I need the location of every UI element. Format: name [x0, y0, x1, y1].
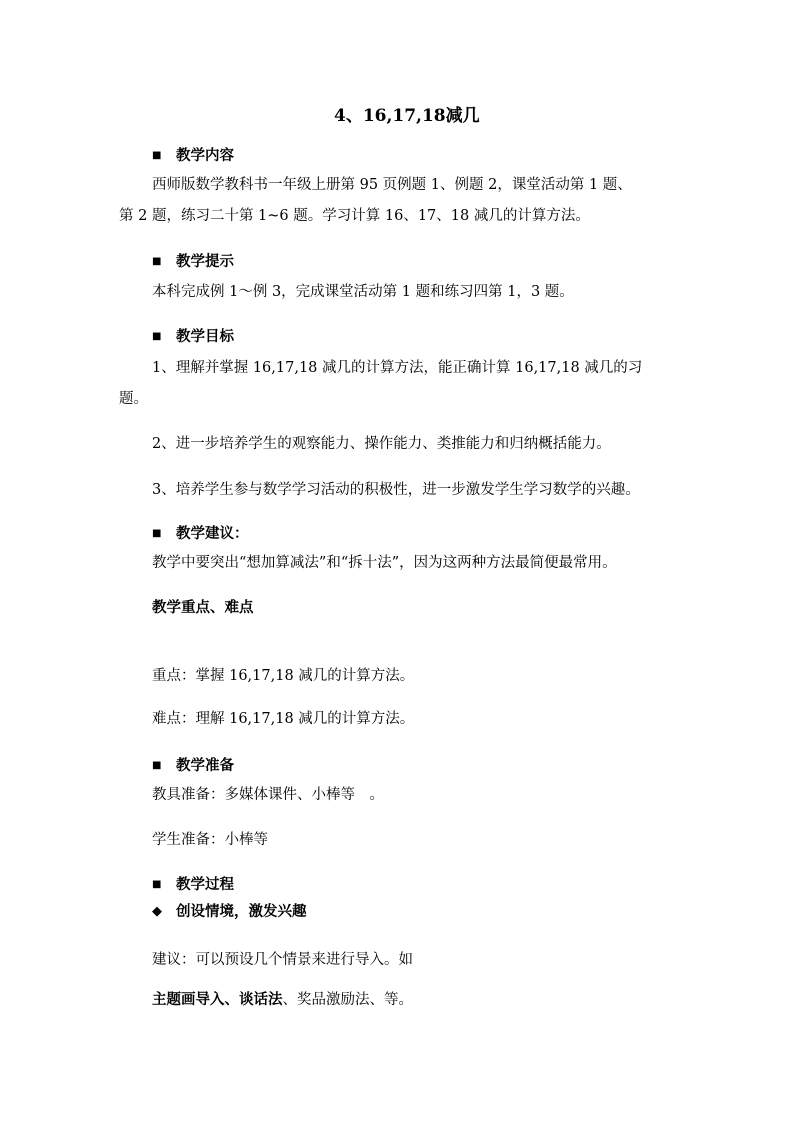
hint-heading: 教学提示 — [176, 253, 234, 270]
goals-heading: 教学目标 — [176, 328, 234, 345]
difficulty-text: 难点：理解 16,17,18 减几的计算方法。 — [152, 711, 415, 727]
key-points-heading: 教学重点、难点 — [152, 599, 254, 616]
square-bullet-icon: ■ — [152, 760, 162, 771]
page-title: 4、16,17,18减几 — [334, 106, 480, 126]
square-bullet-icon: ■ — [152, 150, 162, 161]
methods-rest: 、奖品激励法、等。 — [282, 992, 413, 1008]
methods-bold: 主题画导入、谈话法 — [152, 991, 283, 1008]
process-step-1: 创设情境，激发兴趣 — [176, 903, 307, 920]
content-text-line2: 第 2 题，练习二十第 1~6 题。学习计算 16、17、18 减几的计算方法。 — [119, 208, 590, 224]
suggestion-text: 建议：可以预设几个情景来进行导入。如 — [152, 952, 413, 968]
advice-heading: 教学建议： — [176, 525, 249, 542]
teacher-prep-text: 教具准备：多媒体课件、小棒等 。 — [152, 787, 384, 803]
square-bullet-icon: ■ — [152, 879, 162, 890]
goal-1-line2: 题。 — [119, 391, 148, 407]
goal-2: 2、进一步培养学生的观察能力、操作能力、类推能力和归纳概括能力。 — [152, 436, 611, 452]
square-bullet-icon: ■ — [152, 256, 162, 267]
goal-3: 3、培养学生参与数学学习活动的积极性，进一步激发学生学习数学的兴趣。 — [152, 482, 640, 498]
methods-text — [152, 990, 413, 1010]
content-text-line1: 西师版数学教科书一年级上册第 95 页例题 1、例题 2，课堂活动第 1 题、 — [152, 177, 632, 193]
prep-heading: 教学准备 — [176, 757, 234, 774]
student-prep-text: 学生准备：小棒等 — [152, 832, 268, 848]
square-bullet-icon: ■ — [152, 528, 162, 539]
process-heading: 教学过程 — [176, 876, 234, 893]
content-heading: 教学内容 — [176, 147, 234, 164]
goal-1-line1: 1、理解并掌握 16,17,18 减几的计算方法，能正确计算 16,17,18 减几的习 — [152, 360, 643, 376]
diamond-bullet-icon: ◆ — [152, 904, 162, 919]
focus-text: 重点：掌握 16,17,18 减几的计算方法。 — [152, 668, 415, 684]
square-bullet-icon: ■ — [152, 331, 162, 342]
hint-text: 本科完成例 1～例 3，完成课堂活动第 1 题和练习四第 1，3 题。 — [152, 284, 574, 300]
advice-text: 教学中要突出“想加算减法”和“拆十法”，因为这两种方法最简便最常用。 — [152, 555, 617, 571]
